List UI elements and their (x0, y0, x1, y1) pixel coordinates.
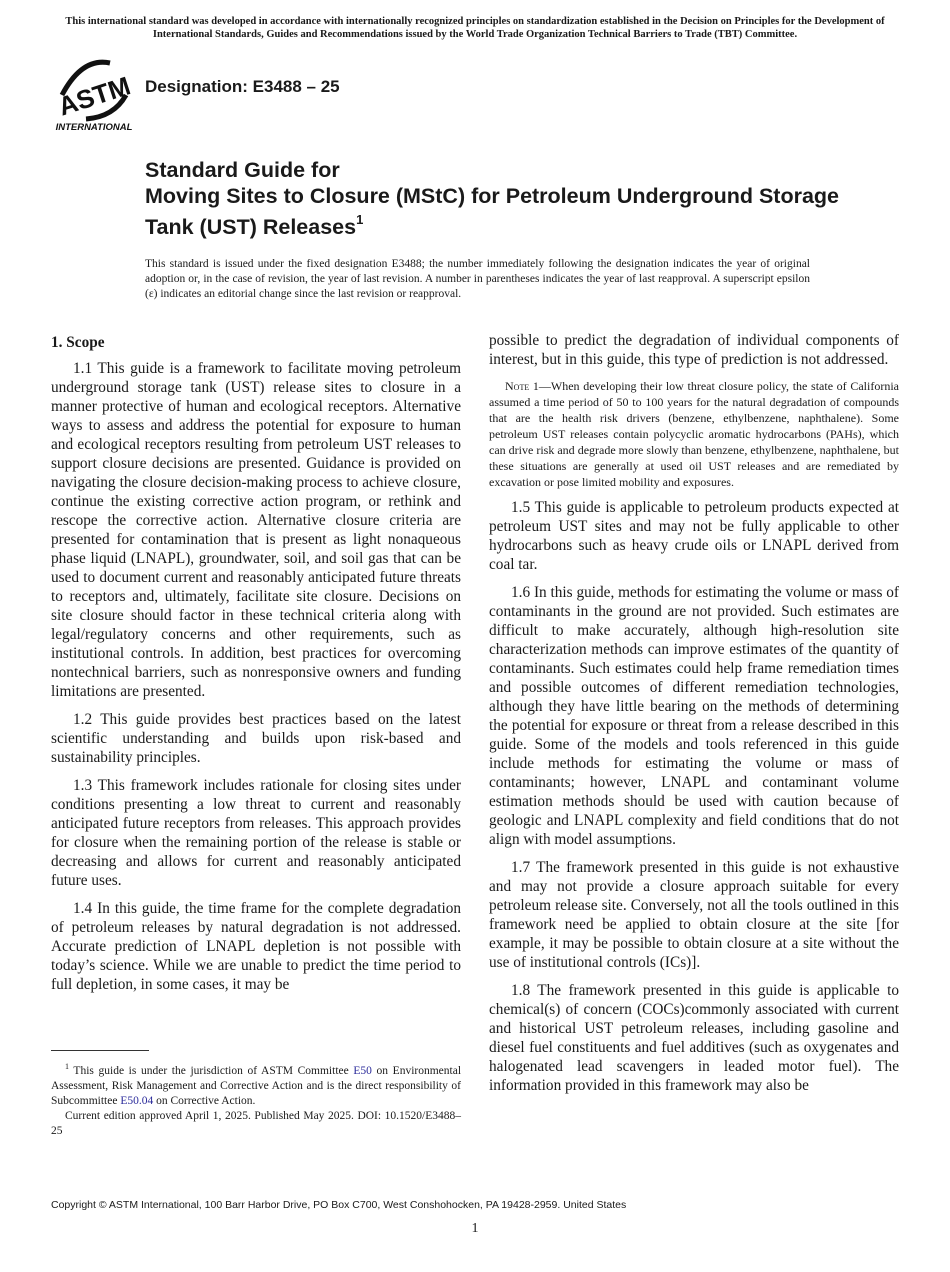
title-main (145, 184, 865, 241)
footnote-mark: 1 (65, 1062, 69, 1071)
paragraph-1-6: 1.6 In this guide, methods for estimating the volume or mass of contaminants in the ground are not provided. Such estimates are difficult to make accurately, although high-resolution site characterization methods can improve estimates of the quantity of contaminants. Such estimates could help frame remediation times and possible outcomes of different remediation technologies, although they have little bearing on the methods of determining the potential for exposure or threat from a release described in this guide. Some of the models and tools referenced in this guide include methods for estimating the volume or mass of contaminants; however, LNAPL and contaminant volume estimation methods should be used with caution because of geologic and LNAPL complexity and field conditions that do not align with model assumptions. (489, 584, 899, 848)
astm-logo-letters: ASTM (54, 70, 134, 122)
astm-logo-subtext: INTERNATIONAL (55, 122, 133, 133)
paragraph-1-4: 1.4 In this guide, the time frame for the complete degradation of petroleum releases by natural degradation is not addressed. Accurate prediction of LNAPL depletion is not possible with today’s science. While we are unable to predict the time period to full depletion, in some cases, it may be (51, 900, 461, 993)
section-heading-scope: 1. Scope (51, 334, 105, 351)
page-number: 1 (471, 1221, 479, 1236)
paragraph-1-5: 1.5 This guide is applicable to petroleum products expected at petroleum UST sites and may not be fully applicable to other hydrocarbons such as heavy crude oils or LNAPL derived from coal tar. (489, 499, 899, 573)
paragraph-1-8: 1.8 The framework presented in this guide is applicable to chemical(s) of concern (COCs)commonly associated with current and historical UST petroleum releases, including gasoline and diesel fuel constituents and fuel additives (such as oxygenates and halogenated lead scavengers in leaded motor fuel). The information provided in this framework may also be (489, 982, 899, 1094)
title-footnote-mark: 1 (356, 212, 364, 227)
paragraph-1-3: 1.3 This framework includes rationale for closing sites under conditions presenting a low threat to current and reasonably anticipated future receptors from releases. This approach provides for closure when the remaining portion of the release is stable or decreasing and allows for current and reasonably anticipated future uses. (51, 777, 461, 889)
note-1-label: Note 1 (505, 379, 539, 393)
issued-statement: This standard is issued under the fixed designation E3488; the number immediately following the designation indicates the year of original adoption or, in the case of revision, the year of last revision. A number in parentheses indicates the year of last reapproval. A superscript epsilon (ε) indicates an editorial change since the last revision or reapproval. (145, 258, 810, 300)
astm-logo (52, 55, 136, 133)
paragraph-1-7: 1.7 The framework presented in this guide is not exhaustive and may not provide a closure approach suitable for every petroleum release site. Conversely, not all the tools outlined in this framework need be applied to obtain closure at the site [for example, it may be possible to obtain closure at a site without the use of institutional controls (ICs)]. (489, 859, 899, 971)
paragraph-1-1: 1.1 This guide is a framework to facilitate moving petroleum underground storage tank (UST) release sites to closure in a manner protective of human and ecological receptors. Alternative ways to assess and address the potential for exposure to human and ecological receptors resulting from petroleum UST releases to support closure decisions are presented. Guidance is provided on navigating the closure decision-making process to achieve closure, continue the existing corrective action program, or rethink and rescope the corrective action. Alternative closure criteria are presented for contamination that is present as light nonaqueous phase liquid (LNAPL), groundwater, soil, and soil gas that can be used to document current and reasonably anticipated future threats to receptors and, ultimately, facilitate site closure. Decisions on site closure should factor in these technical criteria along with legal/regulatory concerns and other requirements, such as institutional controls. In addition, best practices for overcoming nontechnical barriers, such as nonresponsive owners and funding limitations are presented. (51, 360, 461, 700)
astm-logo-mark (55, 62, 134, 121)
title-line-2: Moving Sites to Closure (MStC) for Petroleum Underground Storage Tank (UST) Releases (145, 183, 840, 240)
tbt-notice: This international standard was developed in accordance with internationally recognized principles on standardization established in the Decision on Principles for the Development of International Standards, Guides and Recommendations issued by the World Trade Organization Technical Barriers to Trade (TBT) Committee. (65, 16, 885, 40)
title-line-1: Standard Guide for (145, 158, 340, 182)
footnote-divider (51, 1050, 149, 1051)
footnote (51, 1059, 461, 1139)
document-title (145, 158, 865, 241)
link-committee-e50[interactable]: E50 (353, 1064, 372, 1077)
paragraph-1-4-continued: possible to predict the degradation of individual components of interest, but in this guide, this type of prediction is not addressed. (489, 332, 899, 368)
footnote-text-a: This guide is under the jurisdiction of ASTM Committee (73, 1064, 349, 1077)
footnote-1 (51, 1059, 461, 1109)
left-column (51, 331, 461, 1003)
note-1 (489, 378, 899, 490)
paragraph-1-2: 1.2 This guide provides best practices based on the latest scientific understanding and builds upon risk-based and sustainability principles. (51, 711, 461, 766)
footnote-text-c: on Corrective Action. (156, 1094, 256, 1107)
right-column (489, 331, 899, 1104)
link-subcommittee-e50-04[interactable]: E50.04 (120, 1094, 154, 1107)
footnote-text-b: on Environmental Assessment, Risk Management and Corrective Action and is the direct responsibility of Subcommittee (51, 1064, 462, 1107)
copyright: Copyright © ASTM International, 100 Barr Harbor Drive, PO Box C700, West Conshohocken, PA 19428-2959. United States (51, 1199, 627, 1211)
footnote-edition: Current edition approved April 1, 2025. Published May 2025. DOI: 10.1520/E3488–25 (51, 1109, 461, 1137)
designation: Designation: E3488 – 25 (145, 77, 340, 96)
note-1-text: —When developing their low threat closure policy, the state of California assumed a time period of 50 to 100 years for the natural degradation of compounds that are the health risk drivers (benzene, ethylbenzene, naphthalene). Some petroleum UST releases contain polycyclic aromatic hydrocarbons (PAHs), which can drive risk and degrade more slowly than benzene, ethylbenzene, naphthalene, but these situations are generally at used oil UST releases and are remediated by excavation or pose limited mobility and exposures. (489, 379, 899, 489)
